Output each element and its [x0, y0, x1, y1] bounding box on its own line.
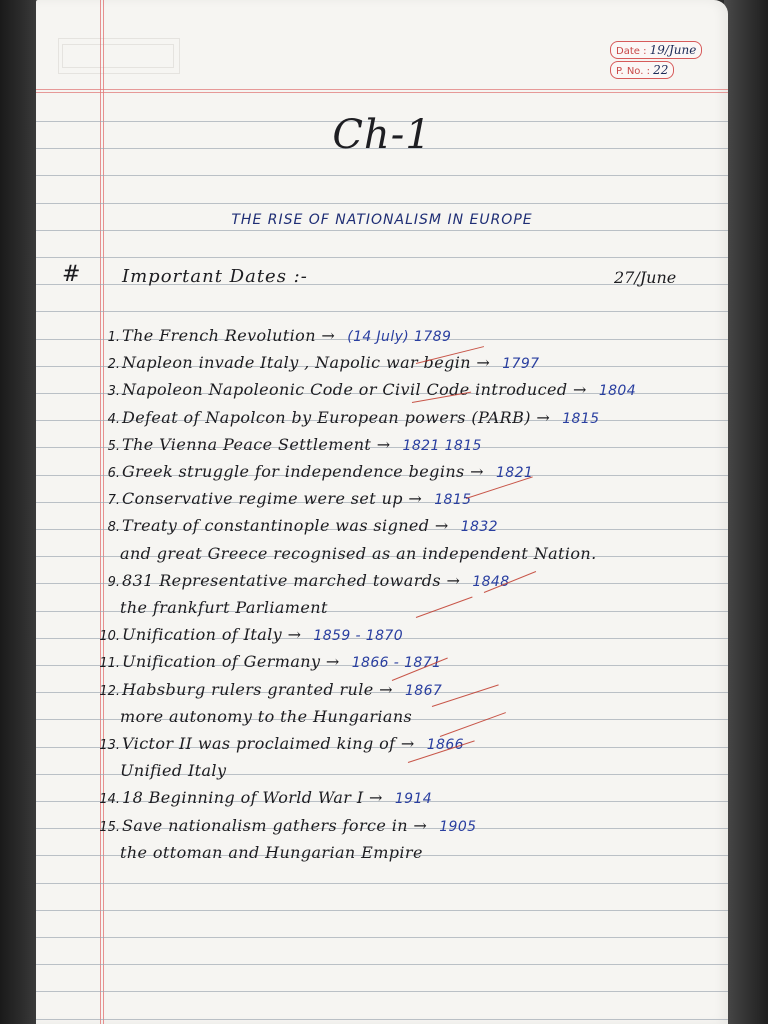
item-date: 1832: [460, 519, 498, 535]
page-number-stamp: [610, 61, 674, 79]
ruled-line: [36, 910, 728, 911]
top-red-line: [36, 89, 728, 90]
item-entry: [122, 326, 451, 345]
item-text: Napoleon Napoleonic Code or Civil Code introduced →: [122, 380, 587, 399]
item-date: 1821 1815: [402, 438, 482, 454]
page-number-value: 22: [653, 63, 669, 77]
item-entry: [122, 816, 476, 835]
ruled-line: [36, 991, 728, 992]
date-value: 19/June: [649, 43, 697, 57]
date-label: Date :: [616, 46, 647, 57]
item-text: the frankfurt Parliament: [120, 598, 328, 617]
item-entry: [120, 544, 601, 563]
item-number: 9.: [107, 575, 120, 590]
item-date: 1815: [562, 411, 600, 427]
item-number: 3.: [107, 384, 120, 399]
ruled-line: [36, 1019, 728, 1020]
item-text: Treaty of constantinople was signed →: [122, 516, 449, 535]
item-entry: [122, 462, 533, 481]
item-number: 11.: [99, 656, 120, 671]
item-entry: [122, 489, 471, 508]
notebook-page: [36, 0, 728, 1024]
item-number: 4.: [107, 412, 120, 427]
item-text: the ottoman and Hungarian Empire: [120, 843, 423, 862]
item-text: Greek struggle for independence begins →: [122, 462, 484, 481]
item-entry: [120, 761, 230, 780]
item-date: 1804: [598, 383, 637, 399]
item-date: 1866 - 1871: [351, 655, 442, 671]
ruled-line: [36, 311, 728, 312]
item-text: Defeat of Napolcon by European powers (PARB) →: [122, 408, 551, 427]
red-correction-mark: [416, 597, 473, 618]
ruled-line: [36, 937, 728, 938]
item-entry: [122, 625, 403, 644]
item-entry: [122, 435, 482, 454]
ruled-line: [36, 964, 728, 965]
item-entry: [122, 353, 539, 372]
item-text: Victor II was proclaimed king of →: [122, 734, 415, 753]
chapter-title: Ch-1: [332, 112, 432, 158]
item-entry: [122, 788, 432, 807]
item-text: Save nationalism gathers force in →: [122, 816, 428, 835]
item-text: Conservative regime were set up →: [122, 489, 423, 508]
item-text: more autonomy to the Hungarians: [120, 707, 413, 726]
item-date: (14 July) 1789: [347, 329, 452, 345]
item-text: 831 Representative marched towards →: [122, 571, 461, 590]
item-text: Unified Italy: [120, 761, 227, 780]
ruled-line: [36, 203, 728, 204]
item-entry: [122, 652, 441, 671]
item-text: Unification of Germany →: [122, 652, 340, 671]
item-entry: [122, 571, 510, 590]
item-number: 15.: [99, 820, 120, 835]
section-side-date: 27/June: [614, 268, 677, 287]
item-text: Napleon invade Italy , Napolic war begin →: [122, 353, 491, 372]
red-correction-mark: [440, 712, 506, 737]
item-number: 5.: [107, 439, 120, 454]
section-heading: Important Dates :-: [122, 266, 308, 287]
item-entry: [122, 680, 442, 699]
item-number: 7.: [107, 493, 120, 508]
date-stamp: [610, 41, 702, 59]
ruled-line: [36, 883, 728, 884]
item-date: 1905: [439, 819, 477, 835]
item-date: 1866: [426, 737, 464, 753]
ruled-line: [36, 257, 728, 258]
item-text: The Vienna Peace Settlement →: [122, 435, 391, 454]
item-entry: [120, 707, 416, 726]
item-entry: [120, 598, 332, 617]
section-marker: #: [62, 262, 81, 287]
item-text: 18 Beginning of World War I →: [122, 788, 383, 807]
ruled-line: [36, 175, 728, 176]
item-entry: [122, 734, 464, 753]
item-number: 10.: [99, 629, 120, 644]
item-entry: [122, 516, 498, 535]
item-date: 1859 - 1870: [313, 628, 404, 644]
item-entry: [122, 408, 599, 427]
item-entry: [120, 843, 427, 862]
item-number: 8.: [107, 520, 120, 535]
item-text: and great Greece recognised as an independent Nation.: [120, 544, 597, 563]
item-date: 1848: [472, 574, 510, 590]
item-text: Unification of Italy →: [122, 625, 302, 644]
item-number: 2.: [107, 357, 120, 372]
item-date: 1821: [495, 465, 534, 481]
chapter-subtitle: THE RISE OF NATIONALISM IN EUROPE: [231, 212, 533, 228]
item-text: Habsburg rulers granted rule →: [122, 680, 393, 699]
faint-header-box-inner: [62, 44, 174, 68]
item-date: 1815: [434, 492, 472, 508]
item-date: 1914: [394, 791, 433, 807]
item-date: 1867: [404, 683, 443, 699]
page-number-label: P. No. :: [616, 66, 650, 77]
item-text: The French Revolution →: [122, 326, 336, 345]
item-date: 1797: [502, 356, 540, 372]
item-number: 1.: [107, 330, 120, 345]
item-number: 13.: [99, 738, 120, 753]
background-left: [0, 0, 38, 1024]
item-number: 12.: [99, 684, 120, 699]
item-entry: [122, 380, 636, 399]
background-right: [724, 0, 768, 1024]
top-red-line-double: [36, 92, 728, 93]
item-number: 14.: [99, 792, 120, 807]
item-number: 6.: [107, 466, 120, 481]
ruled-line: [36, 230, 728, 231]
